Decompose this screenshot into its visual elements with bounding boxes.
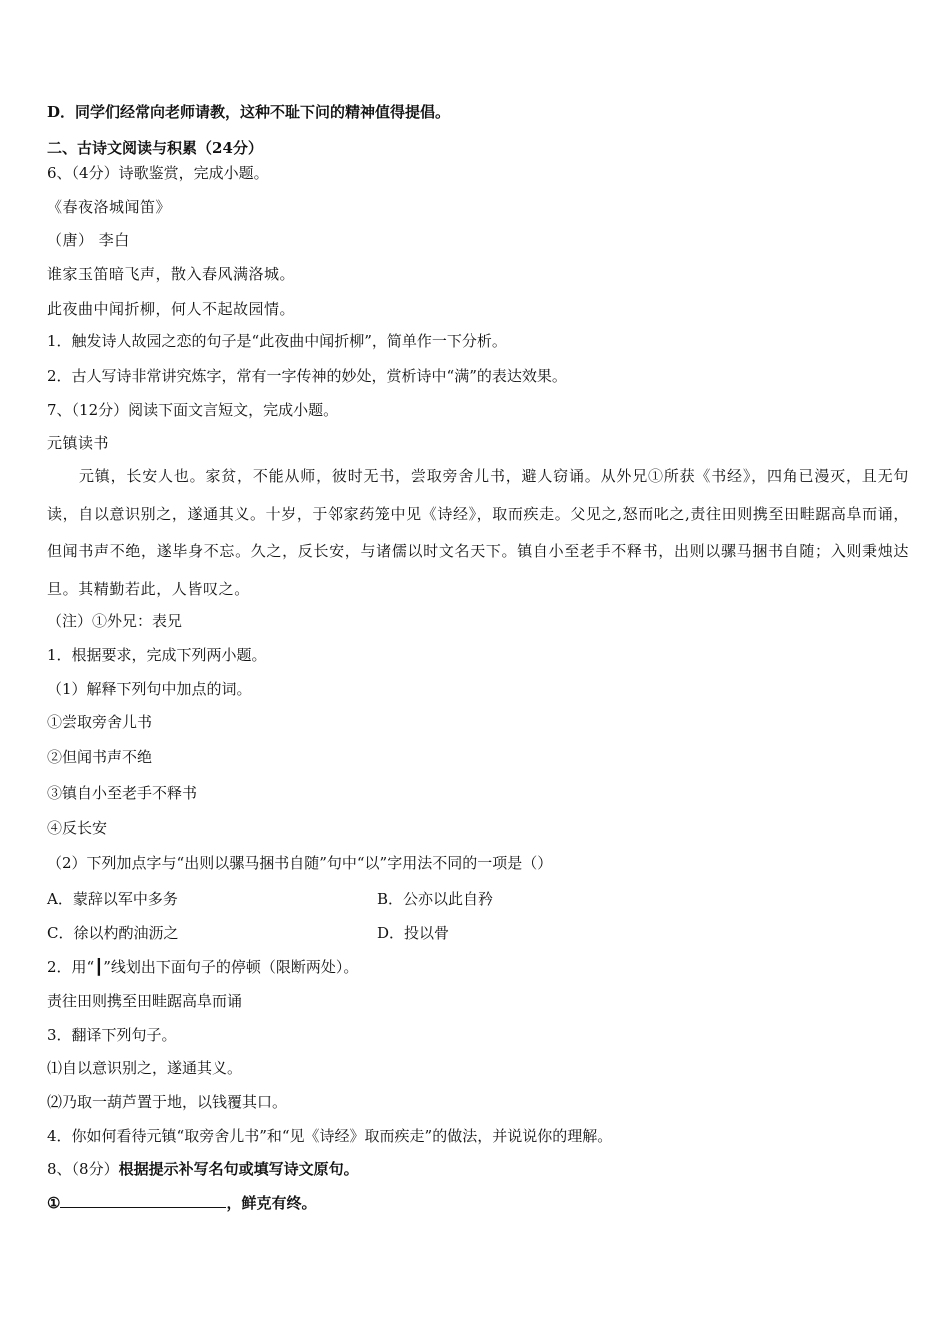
q8-header — [47, 1159, 359, 1179]
q6-sub1: 1．触发诗人故园之恋的句子是“此夜曲中闻折柳”，简单作一下分析。 — [47, 332, 507, 350]
q8-line1-prefix: ① — [47, 1194, 61, 1212]
option-b: B．公亦以此自矜 — [377, 890, 494, 908]
q7-sub3-item2: ⑵乃取一葫芦置于地，以钱覆其口。 — [47, 1093, 288, 1111]
q6-header: 6、（4分）诗歌鉴赏，完成小题。 — [47, 164, 269, 182]
passage-title: 元镇读书 — [47, 434, 110, 452]
poem-line-1: 谁家玉笛暗飞声，散入春风满洛城。 — [47, 265, 296, 283]
passage-note: （注）①外兄：表兄 — [47, 612, 183, 630]
passage-body: 元镇，长安人也。家贫，不能从师，彼时无书，尝取旁舍儿书，避人窃诵。从外兄①所获《书经》，四角已漫灭，且无句读，自以意识别之，遂通其义。十岁，于邻家药笼中见《诗经》，取而疾走。父见之,怒而叱之,责往田则携至田畦踞高阜而诵，但闻书声不绝，遂毕身不忘。久之，反长安，与诸儒以时文名天下。镇自小至老手不释书，出则以骡马捆书自随；入则秉烛达旦。其精勤若此，人皆叹之。 — [47, 467, 909, 598]
section2-title: 二、古诗文阅读与积累（24分） — [47, 139, 263, 157]
q8-blank-1[interactable] — [60, 1193, 226, 1208]
option-d: D．投以骨 — [377, 924, 450, 942]
q7-sub2-sentence: 责往田则携至田畦踞高阜而诵 — [47, 992, 243, 1010]
poem-author: （唐） 李白 — [47, 231, 130, 249]
list-item: ③镇自小至老手不释书 — [47, 784, 198, 802]
option-c: C．徐以杓酌油沥之 — [47, 924, 179, 942]
q6-sub2: 2．古人写诗非常讲究炼字，常有一字传神的妙处，赏析诗中“满”的表达效果。 — [47, 367, 567, 385]
q8-line1-suffix: ，鲜克有终。 — [226, 1194, 317, 1212]
q7-sub2: 2．用“┃”线划出下面句子的停顿（限断两处）。 — [47, 958, 359, 976]
q7-sub3: 3．翻译下列句子。 — [47, 1026, 177, 1044]
q8-header-prefix: 8、（8分） — [47, 1160, 119, 1178]
q7-sub1-part2: （2）下列加点字与“出则以骡马捆书自随”句中“以”字用法不同的一项是（） — [47, 854, 553, 872]
list-item: ②但闻书声不绝 — [47, 748, 153, 766]
q8-header-bold: 根据提示补写名句或填写诗文原句。 — [118, 1160, 359, 1178]
q7-sub3-item1: ⑴自以意识别之，遂通其义。 — [47, 1059, 243, 1077]
option-a: A．蒙辞以军中多务 — [47, 890, 178, 908]
poem-line-2: 此夜曲中闻折柳，何人不起故园情。 — [47, 300, 296, 318]
q7-sub4: 4．你如何看待元镇“取旁舍儿书”和“见《诗经》取而疾走”的做法，并说说你的理解。 — [47, 1127, 613, 1145]
q7-header: 7、（12分）阅读下面文言短文，完成小题。 — [47, 401, 339, 419]
list-item: ①尝取旁舍儿书 — [47, 713, 153, 731]
q7-sub1-part1: （1）解释下列句中加点的词。 — [47, 680, 252, 698]
q5-option-d: D．同学们经常向老师请教，这种不耻下问的精神值得提倡。 — [47, 103, 451, 121]
q8-line1 — [47, 1193, 316, 1213]
q7-sub1: 1．根据要求，完成下列两小题。 — [47, 646, 267, 664]
poem-title: 《春夜洛城闻笛》 — [47, 198, 172, 216]
list-item: ④反长安 — [47, 819, 108, 837]
